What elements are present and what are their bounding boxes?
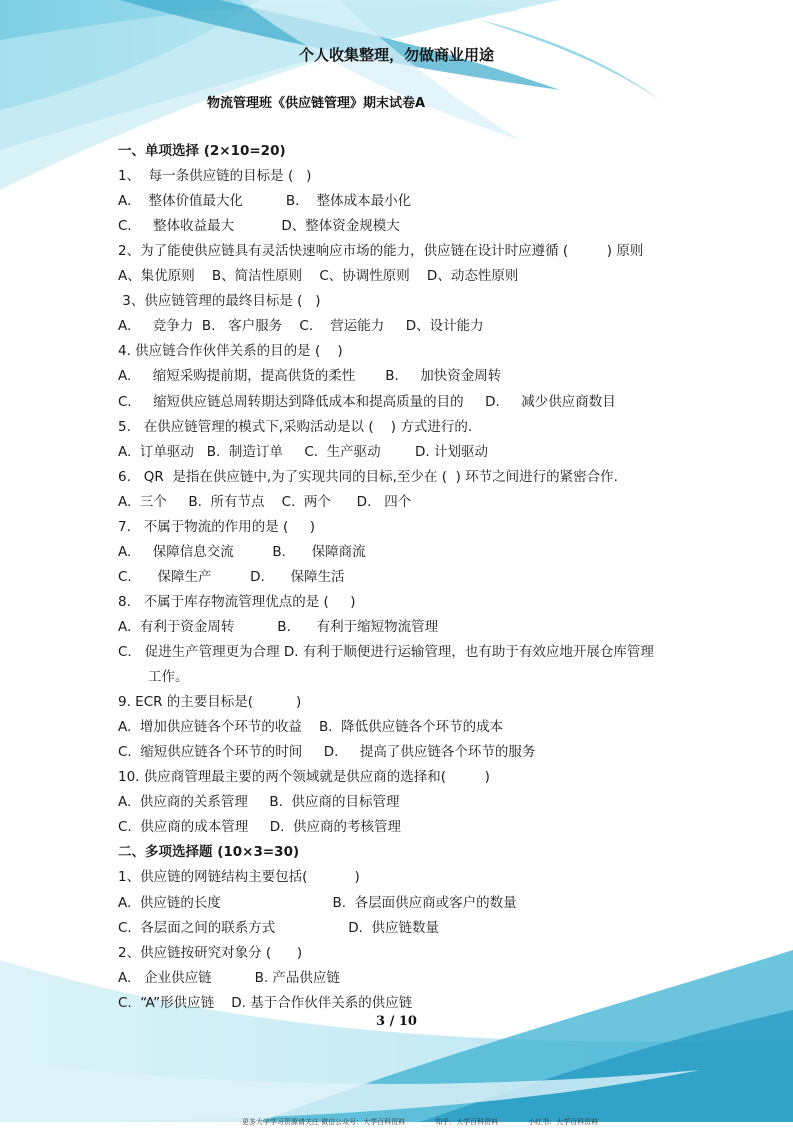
question-line: A. 增加供应链各个环节的收益 B. 降低供应链各个环节的成本 (118, 719, 504, 736)
question-line: C. 供应商的成本管理 D. 供应商的考核管理 (118, 819, 402, 836)
question-line: A. 竞争力 B. 客户服务 C. 营运能力 D、设计能力 (118, 318, 484, 335)
footer-xiaohongshu: 小红书：大学百科资料 (528, 1118, 599, 1126)
header-note: 个人收集整理，勿做商业用途 (298, 46, 494, 64)
question-line: C. 缩短供应链总周转期达到降低成本和提高质量的目的 D. 减少供应商数目 (118, 393, 616, 410)
question-line: C. 各层面之间的联系方式 D. 供应链数量 (118, 919, 440, 936)
question-line: 10. 供应商管理最主要的两个领域就是供应商的选择和( ) (118, 769, 490, 786)
question-line: 1、 每一条供应链的目标是 ( ) (118, 168, 312, 185)
question-line: 3、供应链管理的最终目标是 ( ) (118, 293, 321, 310)
question-line: C. 保障生产 D. 保障生活 (118, 568, 345, 585)
question-line: A. 订单驱动 B. 制造订单 C. 生产驱动 D. 计划驱动 (118, 443, 488, 460)
question-line: 7. 不属于物流的作用的是 ( ) (118, 518, 316, 535)
question-line: 8. 不属于库存物流管理优点的是 ( ) (118, 593, 356, 610)
question-line: A. 保障信息交流 B. 保障商流 (118, 543, 366, 560)
question-line: 工作。 (118, 669, 189, 686)
question-line: A. 有利于资金周转 B. 有利于缩短物流管理 (118, 618, 439, 635)
question-line: A. 企业供应链 B. 产品供应链 (118, 969, 340, 986)
question-line: 4. 供应链合作伙伴关系的目的是 ( ) (118, 343, 343, 360)
question-line: A. 整体价值最大化 B. 整体成本最小化 (118, 193, 412, 210)
section-heading: 二、多项选择题 (10×3=30) (118, 844, 300, 861)
question-line: 9. ECR 的主要目标是( ) (118, 694, 302, 711)
question-line: A. 供应商的关系管理 B. 供应商的目标管理 (118, 794, 400, 811)
question-line: 6. QR 是指在供应链中,为了实现共同的目标,至少在 ( ) 环节之间进行的紧密合作. (118, 468, 618, 485)
section-heading: 一、单项选择 (2×10=20) (118, 143, 286, 159)
question-line: 2、供应链按研究对象分 ( ) (118, 944, 303, 961)
question-line: 1、供应链的网链结构主要包括( ) (118, 869, 360, 886)
page-number: 3 / 10 (376, 1014, 417, 1029)
footer-zhihu: 知乎：大学百科资料 (435, 1118, 499, 1126)
question-line: A. 供应链的长度 B. 各层面供应商或客户的数量 (118, 894, 517, 911)
question-line: C. “A”形供应链 D. 基于合作伙伴关系的供应链 (118, 994, 413, 1011)
question-line: A. 缩短采购提前期，提高供货的柔性 B. 加快资金周转 (118, 368, 502, 385)
question-line: C. 缩短供应链各个环节的时间 D. 提高了供应链各个环节的服务 (118, 744, 536, 761)
footer-wechat: 更多大学学习资源请关注 微信公众号：大学百科资料 (241, 1118, 406, 1126)
question-line: C. 促进生产管理更为合理 D. 有利于顺便进行运输管理，也有助于有效应地开展仓库管理 (118, 644, 654, 660)
question-line: A、集优原则 B、简洁性原则 C、协调性原则 D、动态性原则 (118, 268, 519, 285)
question-line: C. 整体收益最大 D、整体资金规模大 (118, 218, 400, 235)
footer (233, 1109, 628, 1135)
question-line: A. 三个 B. 所有节点 C. 两个 D. 四个 (118, 493, 412, 510)
document-title: 物流管理班《供应链管理》期末试卷A (207, 96, 426, 111)
question-line: 2、为了能使供应链具有灵活快速响应市场的能力，供应链在设计时应遵循 ( ) 原则 (118, 243, 644, 260)
question-line: 5. 在供应链管理的模式下,采购活动是以 ( ) 方式进行的. (118, 418, 473, 435)
